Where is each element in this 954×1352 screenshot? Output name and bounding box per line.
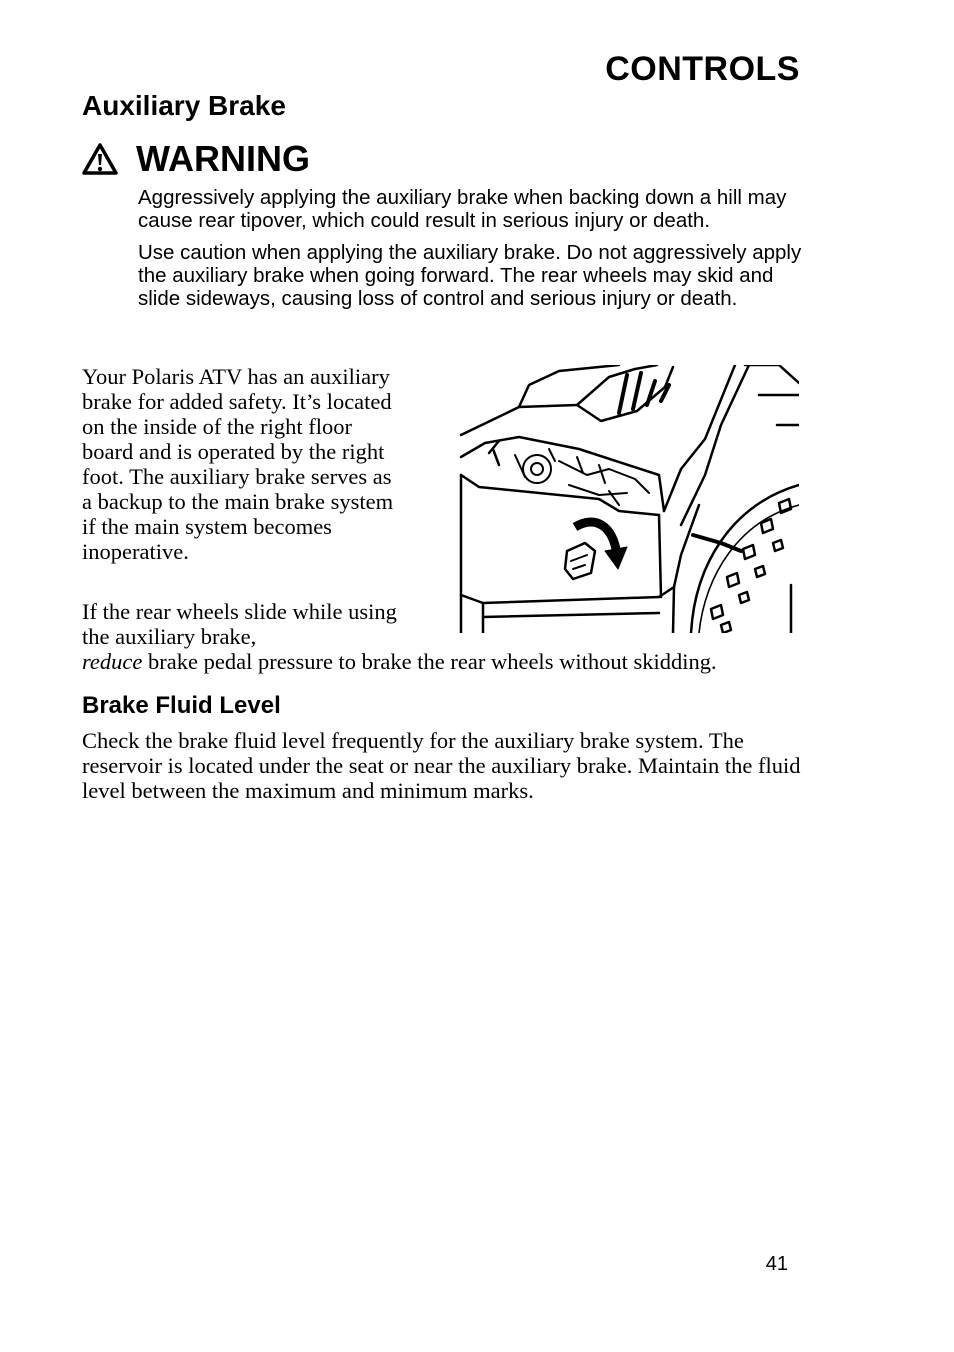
brake-fluid-paragraph: Check the brake fluid level frequently for the auxiliary brake system. The reservoir is located under the seat or near the auxiliary brake. Maintain the fluid level between the maximum and minimum marks. xyxy=(82,728,801,803)
page-number: 41 xyxy=(765,1253,788,1275)
warning-header xyxy=(82,138,310,180)
brake-fluid-heading: Brake Fluid Level xyxy=(82,692,281,719)
warning-triangle-icon xyxy=(82,142,118,176)
reduce-emphasis: reduce xyxy=(82,649,143,674)
warning-paragraph: Use caution when applying the auxiliary brake. Do not aggressively apply the auxiliary brake when going forward. The rear wheels may skid and slide sideways, causing loss of control and serious injury or death. xyxy=(138,241,802,310)
brake-slide-text-start: If the rear wheels slide while using the auxiliary brake, xyxy=(82,599,397,649)
warning-paragraph: Aggressively applying the auxiliary brake when backing down a hill may cause rear tipover, which could result in serious injury or death. xyxy=(138,186,787,232)
auxiliary-brake-heading: Auxiliary Brake xyxy=(82,90,286,121)
brake-slide-text-end: brake pedal pressure to brake the rear wheels without skidding. xyxy=(142,649,717,674)
atv-auxiliary-brake-illustration xyxy=(459,365,799,633)
auxiliary-brake-description: Your Polaris ATV has an auxiliary brake for added safety. It’s located on the inside of the right floor board and is operated by the right foot. The auxiliary brake serves as a backup to the main brake system if the main system becomes inoperative. xyxy=(82,364,394,564)
section-title: CONTROLS xyxy=(605,50,800,88)
brake-slide-paragraph xyxy=(82,599,802,674)
warning-body xyxy=(138,186,803,319)
warning-title: WARNING xyxy=(136,138,310,179)
